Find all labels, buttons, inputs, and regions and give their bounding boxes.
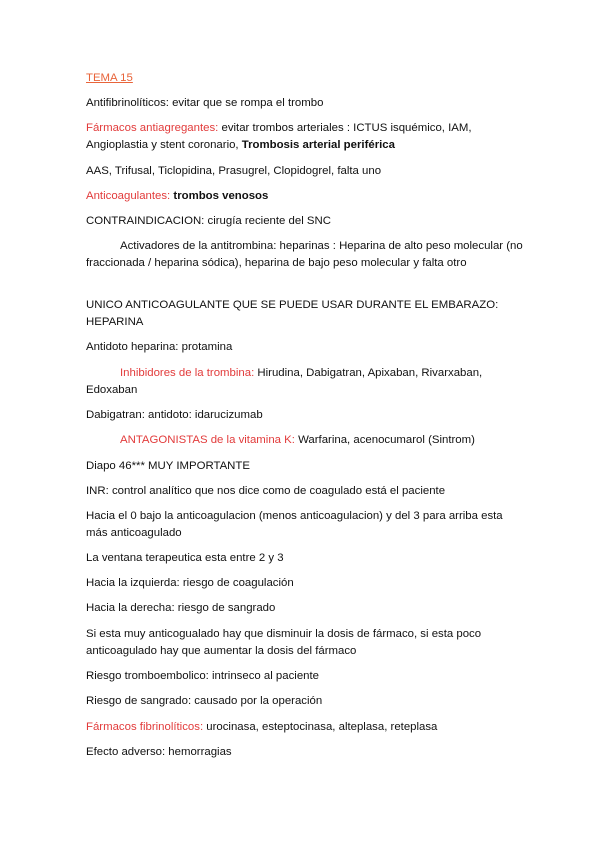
inhibidores-text: Hirudina, Dabigatran, Apixaban, Rivarxaban, Edoxaban — [86, 367, 483, 396]
antifibrinoliticos-line: Antifibrinolíticos: evitar que se rompa el trombo — [86, 97, 324, 109]
antidoto-heparina-line: Antidoto heparina: protamina — [86, 341, 233, 353]
embarazo-paragraph: UNICO ANTICOAGULANTE QUE SE PUEDE USAR DURANTE EL EMBARAZO: HEPARINA — [86, 299, 499, 328]
antiagregantes-list: AAS, Trifusal, Ticlopidina, Prasugrel, Clopidogrel, falta uno — [86, 165, 382, 177]
fibrinoliticos-line — [86, 719, 526, 736]
anticoagulantes-label: Anticoagulantes: — [86, 190, 171, 202]
fibrinoliticos-text: urocinasa, esteptocinasa, alteplasa, reteplasa — [203, 721, 438, 733]
riesgo-sangrado-line: Riesgo de sangrado: causado por la operación — [86, 695, 323, 707]
inhibidores-label: Inhibidores de la trombina: — [120, 367, 255, 379]
antiagregantes-bold: Trombosis arterial periférica — [241, 139, 395, 151]
diapo-line: Diapo 46*** MUY IMPORTANTE — [86, 460, 250, 472]
antagonistas-text: Warfarina, acenocumarol (Sintrom) — [294, 434, 475, 446]
page-title: TEMA 15 — [86, 72, 133, 84]
contraindicacion-line: CONTRAINDICACION: cirugía reciente del SNC — [86, 215, 331, 227]
ventana-terapeutica-line: La ventana terapeutica esta entre 2 y 3 — [86, 552, 284, 564]
antagonistas-line — [86, 432, 526, 449]
antiagregantes-text: evitar trombos arteriales : ICTUS isquémico, IAM, Angioplastia y stent coronario, — [86, 122, 472, 151]
antitrombina-paragraph: Activadores de la antitrombina: heparinas : Heparina de alto peso molecular (no fraccionada / heparina sódica), heparina de bajo peso molecular y falta otro — [86, 240, 523, 269]
antiagregantes-label: Fármacos antiagregantes: — [86, 122, 219, 134]
anticoagulacion-paragraph: Hacia el 0 bajo la anticoagulacion (menos anticoagulacion) y del 3 para arriba esta más anticoagulado — [86, 510, 503, 539]
antiagregantes-paragraph — [86, 120, 526, 154]
efecto-adverso-line: Efecto adverso: hemorragias — [86, 746, 232, 758]
anticoagulantes-line — [86, 188, 526, 205]
inhibidores-trombina-paragraph — [86, 365, 526, 399]
inr-line: INR: control analítico que nos dice como de coagulado está el paciente — [86, 485, 446, 497]
fibrinoliticos-label: Fármacos fibrinolíticos: — [86, 721, 204, 733]
anticoagulantes-bold: trombos venosos — [170, 190, 269, 202]
izquierda-line: Hacia la izquierda: riesgo de coagulación — [86, 577, 294, 589]
derecha-line: Hacia la derecha: riesgo de sangrado — [86, 602, 276, 614]
dabigatran-line: Dabigatran: antidoto: idarucizumab — [86, 409, 263, 421]
dosis-paragraph: Si esta muy anticogualado hay que disminuir la dosis de fármaco, si esta poco anticoagulado hay que aumentar la dosis del fármaco — [86, 628, 482, 657]
antagonistas-label: ANTAGONISTAS de la vitamina K: — [120, 434, 295, 446]
riesgo-tromboembolico-line: Riesgo tromboembolico: intrinseco al paciente — [86, 670, 319, 682]
